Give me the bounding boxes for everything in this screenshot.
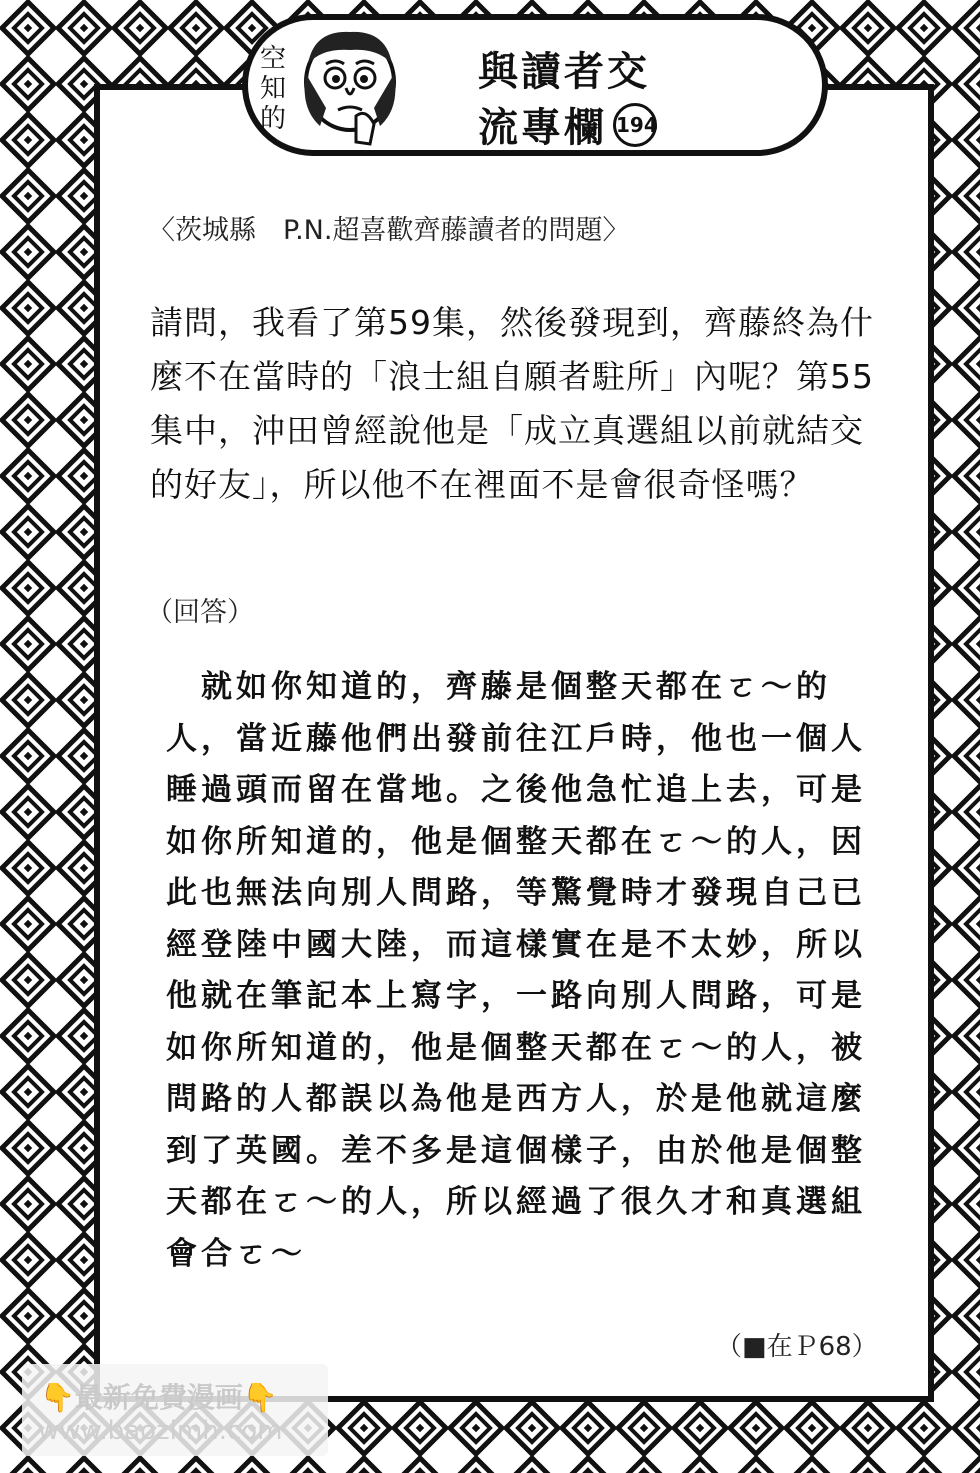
answer-label: （回答） (146, 597, 254, 628)
author-answer: 就如你知道的，齊藤是個整天都在ㄛ～的人，當近藤他們出發前往江戶時，他也一個人睡過頭而留在當地。之後他急忙追上去，可是如你所知道的，他是個整天都在ㄛ～的人，因此也無法向別人問路，等驚覺時才發現自己已經登陸中國大陸，而這樣實在是不太妙，所以他就在筆記本上寫字，一路向別人問路，可是如你所知道的，他是個整天都在ㄛ～的人，被問路的人都誤以為他是西方人，於是他就這麼到了英國。差不多是這個樣子，由於他是個整天都在ㄛ～的人，所以經過了很久才和真選組會合ㄛ～ (166, 669, 866, 1272)
watermark-line1: 👇最新免費漫画👇 (40, 1381, 278, 1414)
issue-number-badge: 194 (613, 103, 657, 147)
reader-question: 請問，我看了第59集，然後發現到，齊藤終為什麼不在當時的「浪士組自願者駐所」內呢？第55集中，沖田曾經說他是「成立真選組以前就結交的好友」，所以他不在裡面不是會很奇怪嗎？ (150, 303, 874, 504)
column-title-text: 流專欄 (478, 105, 607, 151)
author-face-icon (286, 24, 414, 152)
column-title-line1: 與讀者交 (478, 49, 650, 95)
continued-page-note: （■在Ｐ68） (716, 1332, 878, 1362)
column-title-line2 (478, 96, 657, 153)
header-side-label: 空知的 (259, 44, 286, 134)
letter-sender: 〈茨城縣 P.N.超喜歡齊藤讀者的問題〉 (148, 215, 630, 246)
watermark-url: www.baozimh.com (38, 1416, 283, 1446)
